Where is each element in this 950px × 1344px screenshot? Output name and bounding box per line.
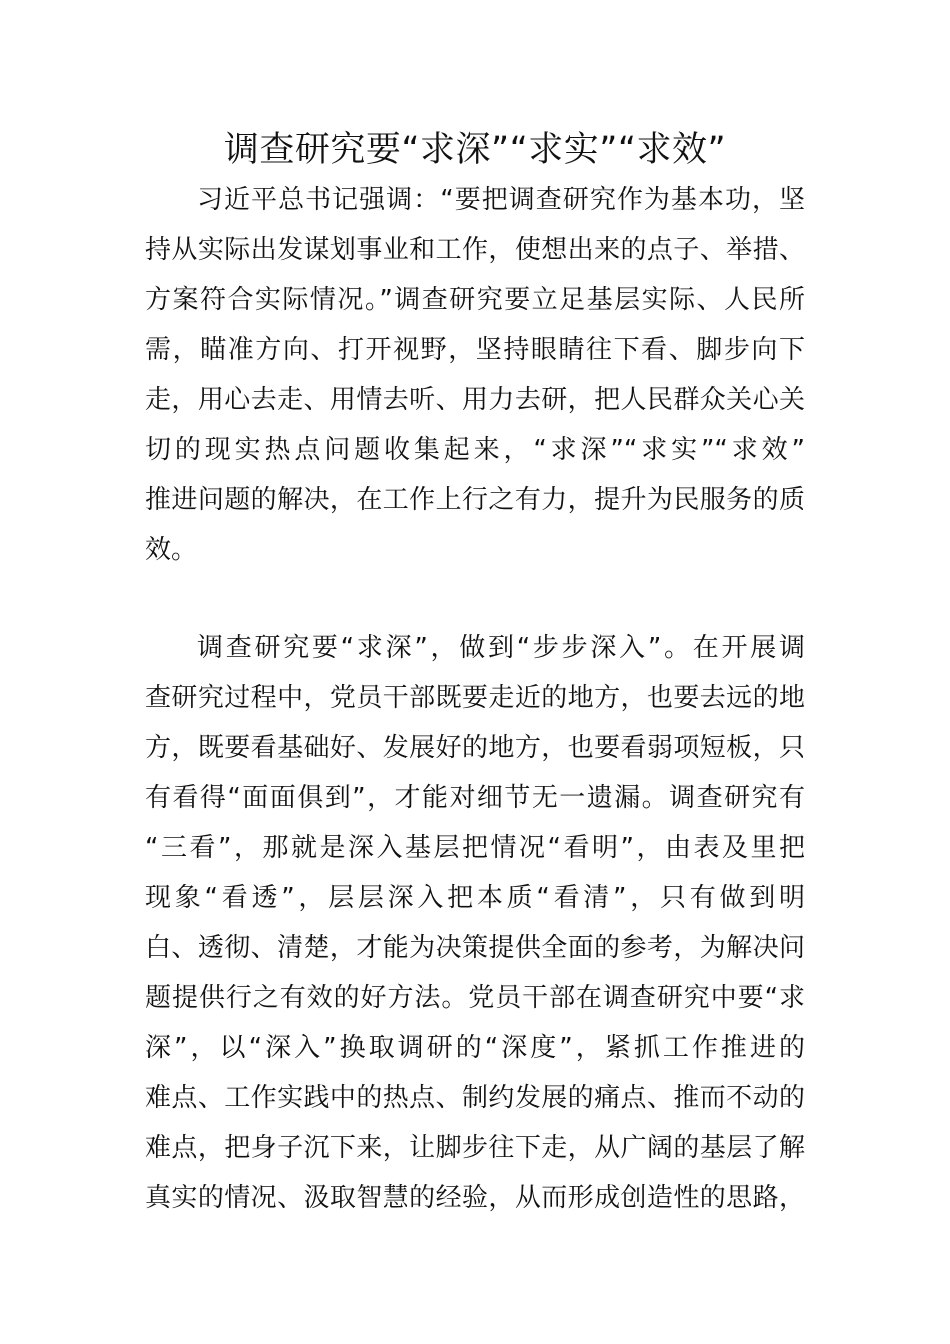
- document-title: 调查研究要“求深”“求实”“求效”: [223, 130, 727, 170]
- body-line: 调查研究要“求深”，做到“步步深入”。在开展调: [197, 633, 805, 663]
- body-line: 难点，把身子沉下来，让脚步往下走，从广阔的基层了解: [145, 1133, 805, 1163]
- body-line: 走，用心去走、用情去听、用力去研，把人民群众关心关: [145, 385, 805, 415]
- body-line: 查研究过程中，党员干部既要走近的地方，也要去远的地: [145, 683, 805, 713]
- body-line: 持从实际出发谋划事业和工作，使想出来的点子、举措、: [145, 235, 805, 265]
- body-line: 方，既要看基础好、发展好的地方，也要看弱项短板，只: [145, 733, 805, 763]
- body-line: 切的现实热点问题收集起来，“求深”“求实”“求效”: [145, 435, 805, 465]
- body-line: 现象“看透”，层层深入把本质“看清”，只有做到明: [145, 883, 805, 913]
- body-line: 方案符合实际情况。”调查研究要立足基层实际、人民所: [145, 285, 805, 315]
- body-line: 习近平总书记强调：“要把调查研究作为基本功，坚: [197, 185, 805, 215]
- body-line: “三看”，那就是深入基层把情况“看明”，由表及里把: [145, 833, 805, 863]
- paragraph-qiushen: [145, 623, 805, 1223]
- body-line: 白、透彻、清楚，才能为决策提供全面的参考，为解决问: [145, 933, 805, 963]
- body-line: 真实的情况、汲取智慧的经验，从而形成创造性的思路，: [145, 1183, 805, 1213]
- body-line: 题提供行之有效的好方法。党员干部在调查研究中要“求: [145, 983, 805, 1013]
- body-line: 效。: [145, 535, 198, 565]
- body-line: 难点、工作实践中的热点、制约发展的痛点、推而不动的: [145, 1083, 805, 1113]
- paragraph-intro: [145, 175, 805, 575]
- body-line: 推进问题的解决，在工作上行之有力，提升为民服务的质: [145, 485, 805, 515]
- body-line: 需，瞄准方向、打开视野，坚持眼睛往下看、脚步向下: [145, 335, 805, 365]
- body-line: 有看得“面面俱到”，才能对细节无一遗漏。调查研究有: [145, 783, 805, 813]
- body-line: 深”，以“深入”换取调研的“深度”，紧抓工作推进的: [145, 1033, 805, 1063]
